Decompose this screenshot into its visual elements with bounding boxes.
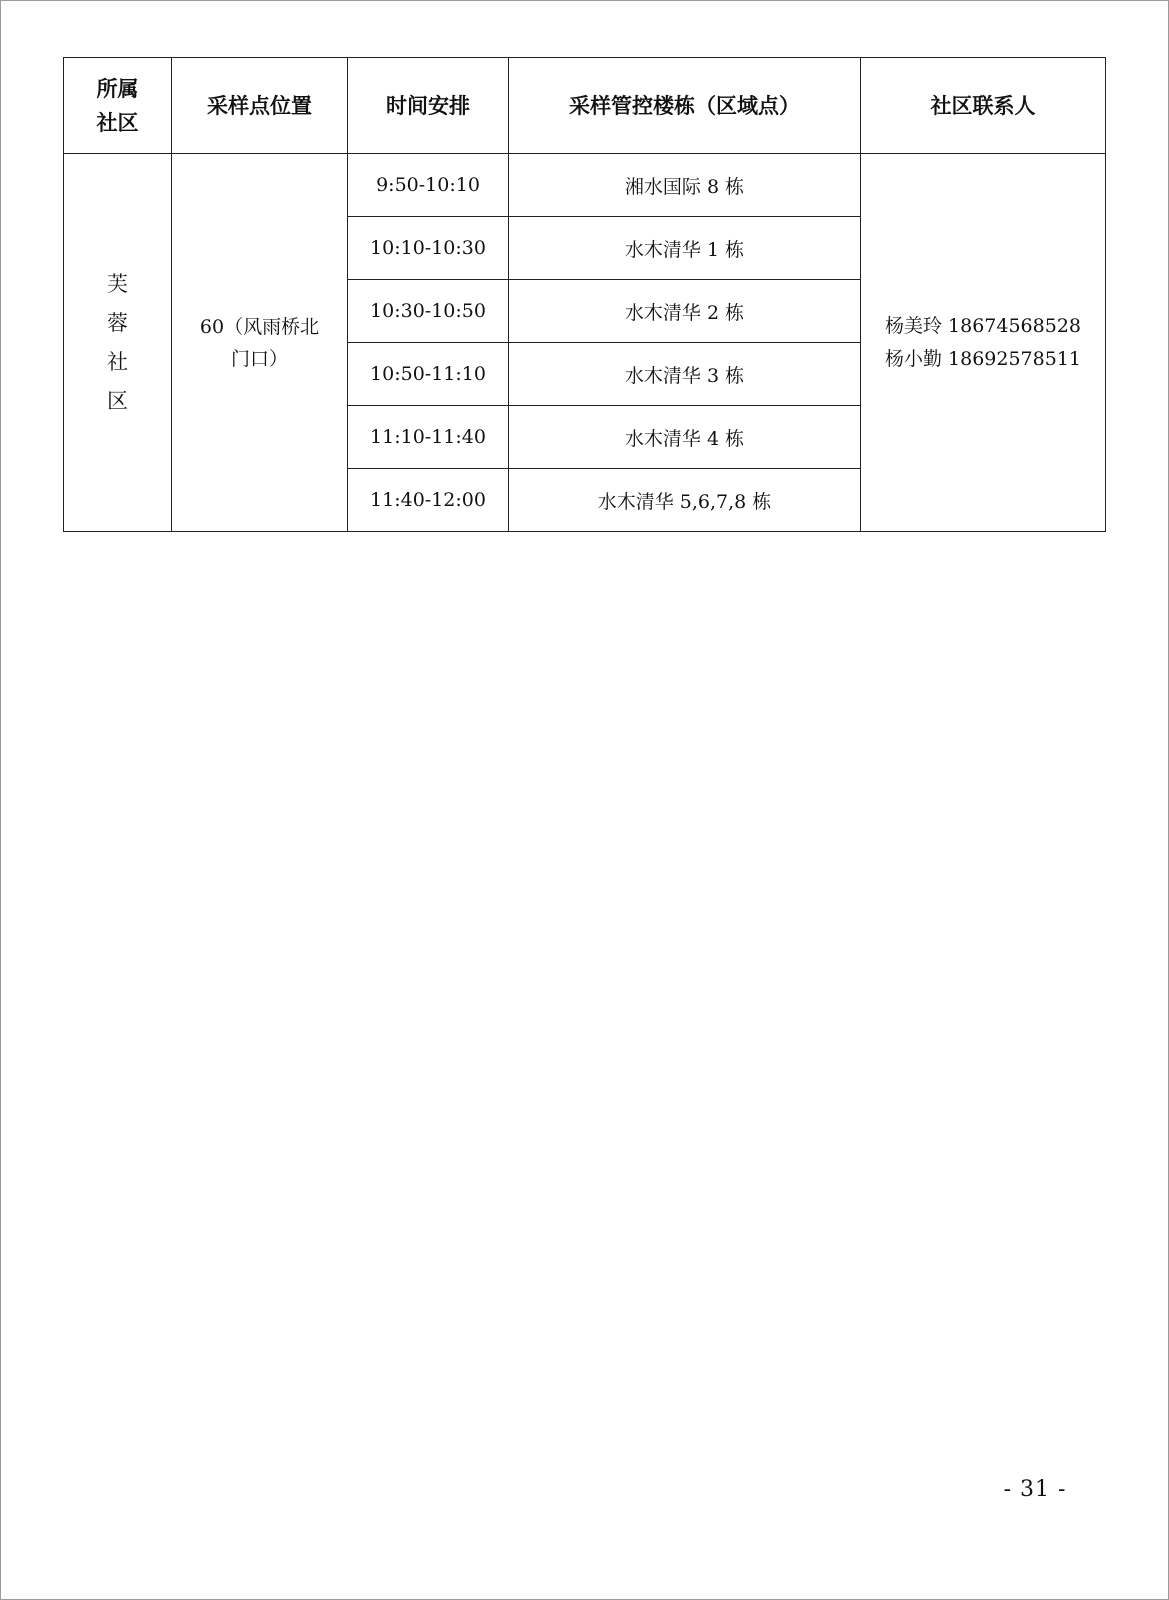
header-buildings: 采样管控楼栋（区域点） xyxy=(509,58,861,154)
header-time: 时间安排 xyxy=(348,58,509,154)
building-cell: 水木清华 1 栋 xyxy=(509,217,861,280)
building-cell: 水木清华 3 栋 xyxy=(509,343,861,406)
building-cell: 水木清华 5,6,7,8 栋 xyxy=(509,469,861,532)
header-community xyxy=(64,58,172,154)
header-contact: 社区联系人 xyxy=(861,58,1106,154)
header-community-line1: 所属 xyxy=(96,76,139,101)
header-site: 采样点位置 xyxy=(172,58,348,154)
site-line2: 门口） xyxy=(230,347,288,370)
building-cell: 湘水国际 8 栋 xyxy=(509,154,861,217)
site-line1: 60（风雨桥北 xyxy=(199,315,320,338)
building-cell: 水木清华 4 栋 xyxy=(509,406,861,469)
contact-line: 杨小勤 18692578511 xyxy=(884,347,1081,370)
building-cell: 水木清华 2 栋 xyxy=(509,280,861,343)
page-number: - 31 - xyxy=(1003,1477,1067,1502)
community-char: 区 xyxy=(107,388,128,413)
time-cell: 9:50-10:10 xyxy=(348,154,509,217)
contact-line: 杨美玲 18674568528 xyxy=(884,314,1081,337)
time-cell: 11:40-12:00 xyxy=(348,469,509,532)
time-cell: 10:30-10:50 xyxy=(348,280,509,343)
time-cell: 10:10-10:30 xyxy=(348,217,509,280)
time-cell: 10:50-11:10 xyxy=(348,343,509,406)
community-char: 蓉 xyxy=(107,310,128,335)
community-char: 社 xyxy=(107,349,128,374)
table-row xyxy=(64,154,1106,217)
header-community-line2: 社区 xyxy=(96,110,139,135)
community-char: 芙 xyxy=(107,271,128,296)
site-cell xyxy=(172,154,348,532)
community-cell xyxy=(64,154,172,532)
table-header-row xyxy=(64,58,1106,154)
contact-cell xyxy=(861,154,1106,532)
sampling-schedule-table xyxy=(63,57,1106,532)
time-cell: 11:10-11:40 xyxy=(348,406,509,469)
